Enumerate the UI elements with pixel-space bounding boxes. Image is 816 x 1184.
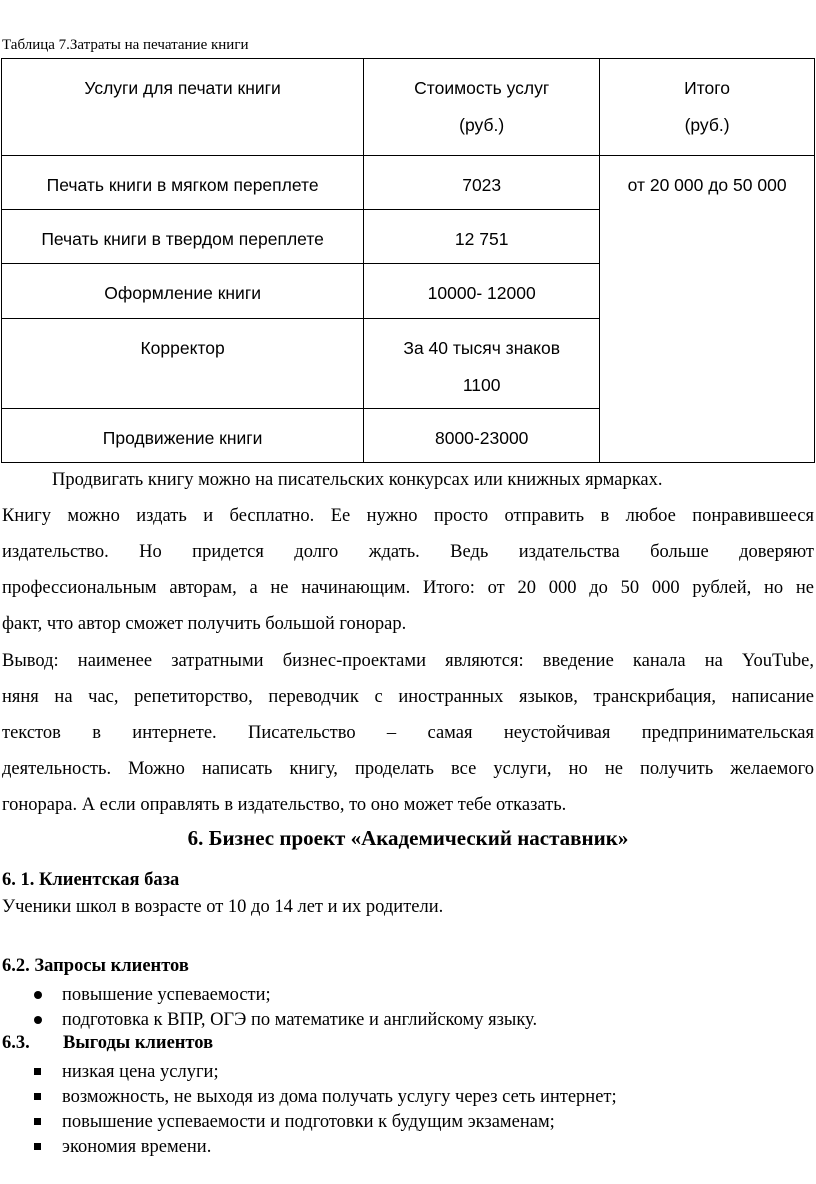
list-item: возможность, не выходя из дома получать услугу через сеть интернет; <box>30 1085 617 1110</box>
table-header-row <box>2 59 815 156</box>
bullet-square-icon <box>34 1068 41 1075</box>
requests-list <box>30 983 537 1033</box>
client-base-text: Ученики школ в возрасте от 10 до 14 лет и их родители. <box>2 897 444 917</box>
paragraph-conclusion: Вывод: наименее затратными бизнес-проектами являются: введение канала на YouTube, няня на час, репетиторство, переводчик с иностранных языков, транскрибация, написание текстов в интернете. Писательство – самая неустойчивая предпринимательская деятельность. Можно написать книгу, проделать все услуги, но не получить желаемого гонорара. А если оправлять в издательство, то оно может тебе отказать. <box>2 651 814 815</box>
cost-cell: 10000- 12000 <box>364 264 600 319</box>
header-services <box>2 59 364 156</box>
header-cost-label: Стоимость услуг <box>414 78 550 98</box>
service-cell: Печать книги в твердом переплете <box>2 210 364 264</box>
service-cell: Оформление книги <box>2 264 364 319</box>
header-services-label: Услуги для печати книги <box>84 78 281 98</box>
list-item: экономия времени. <box>30 1135 617 1160</box>
bullet-dot-icon <box>34 1016 42 1024</box>
table-row <box>2 156 815 210</box>
service-cell: Продвижение книги <box>2 409 364 463</box>
cost-cell: За 40 тысяч знаков 1100 <box>364 319 600 409</box>
subsection-title-client-base: 6. 1. Клиентская база <box>2 870 180 890</box>
header-cost-unit: (руб.) <box>459 115 505 135</box>
subsection-title-requests: 6.2. Запросы клиентов <box>2 956 189 976</box>
bullet-square-icon <box>34 1093 41 1100</box>
service-cell: Корректор <box>2 319 364 409</box>
paragraph-promotion: Продвигать книгу можно на писательских конкурсах или книжных ярмарках. Книгу можно издать и бесплатно. Ее нужно просто отправить в любое понравившееся издательство. Но придется долго ждать. Ведь издательства больше доверяют профессиональным авторам, а не начинающим. Итого: от 20 000 до 50 000 рублей, но не факт, что автор сможет получить большой гонорар. <box>2 470 814 634</box>
list-item: повышение успеваемости; <box>30 983 537 1008</box>
list-item: повышение успеваемости и подготовки к будущим экзаменам; <box>30 1110 617 1135</box>
cost-cell: 12 751 <box>364 210 600 264</box>
header-cost <box>364 59 600 156</box>
bullet-square-icon <box>34 1143 41 1150</box>
header-total-unit: (руб.) <box>684 115 730 135</box>
list-item: низкая цена услуги; <box>30 1060 617 1085</box>
cost-cell: 7023 <box>364 156 600 210</box>
total-cell: от 20 000 до 50 000 <box>600 156 815 463</box>
benefits-list <box>30 1060 617 1160</box>
subsection-number: 6.3. <box>2 1033 30 1053</box>
subsection-label: Выгоды клиентов <box>63 1033 214 1053</box>
cost-cell: 8000-23000 <box>364 409 600 463</box>
list-item: подготовка к ВПР, ОГЭ по математике и английскому языку. <box>30 1008 537 1033</box>
bullet-square-icon <box>34 1118 41 1125</box>
section-title: 6. Бизнес проект «Академический наставник» <box>187 826 629 850</box>
subsection-title-benefits <box>2 1033 214 1054</box>
costs-table <box>1 58 815 463</box>
table-caption: Таблица 7.Затраты на печатание книги <box>2 37 249 53</box>
header-total-label: Итого <box>684 78 731 98</box>
service-cell: Печать книги в мягком переплете <box>2 156 364 210</box>
bullet-dot-icon <box>34 991 42 999</box>
header-total <box>600 59 815 156</box>
